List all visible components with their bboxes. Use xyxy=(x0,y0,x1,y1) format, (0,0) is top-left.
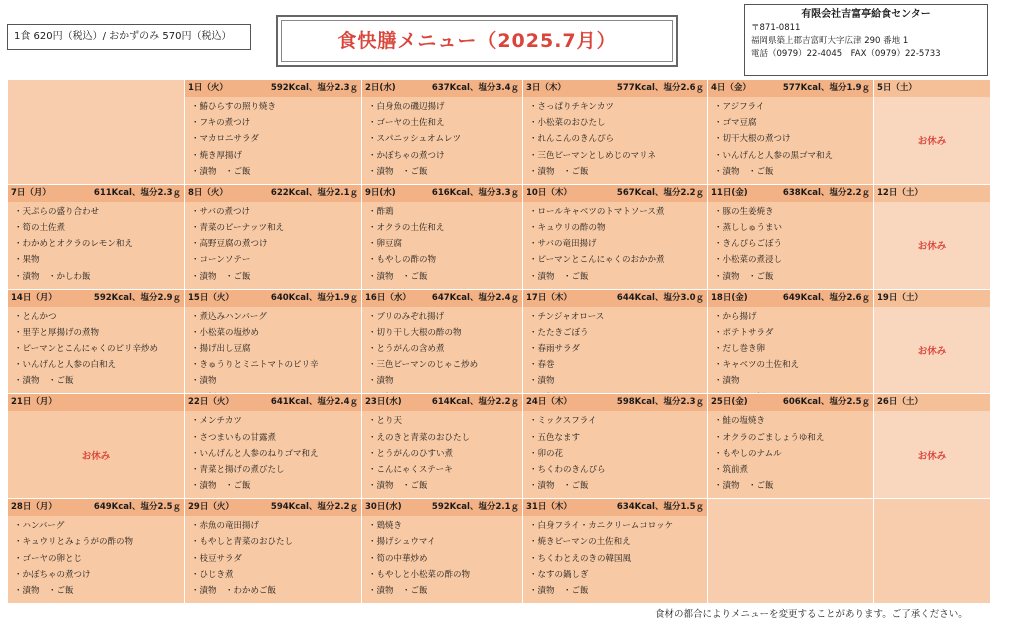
menu-list xyxy=(185,202,361,289)
day-nutrition: 611Kcal、塩分2.3ｇ xyxy=(93,187,181,198)
empty-cell xyxy=(874,499,991,604)
day-header xyxy=(708,290,873,307)
day-date: 29日（火） xyxy=(188,502,234,513)
day-date: 23日(水) xyxy=(365,397,402,408)
menu-item: ・ひじき煮 xyxy=(191,569,234,580)
day-header xyxy=(708,80,873,97)
menu-item: ・わかめとオクラのレモン和え xyxy=(14,239,133,250)
day-nutrition: 649Kcal、塩分2.5ｇ xyxy=(93,502,181,513)
menu-item: ・ピーマンとこんにゃくのおかか煮 xyxy=(529,255,665,266)
empty-cell xyxy=(708,499,874,604)
day-nutrition: 638Kcal、塩分2.2ｇ xyxy=(782,187,870,198)
menu-list xyxy=(185,97,361,184)
menu-item: ・果物 xyxy=(14,255,40,266)
menu-item: ・サバの煮つけ xyxy=(191,206,250,217)
menu-item: ・小松菜のおひたし xyxy=(529,118,606,129)
menu-item: ・マカロニサラダ xyxy=(191,134,259,145)
menu-item: ・いんげんと人参の黒ゴマ和え xyxy=(714,150,834,161)
price-box xyxy=(7,24,251,50)
menu-item: ・漬物 ・ご飯 xyxy=(529,271,589,282)
day-nutrition: 637Kcal、塩分3.4ｇ xyxy=(431,83,519,93)
day-nutrition: 616Kcal、塩分3.3ｇ xyxy=(431,187,519,198)
day-header xyxy=(523,290,707,307)
menu-item: ・漬物 ・ご飯 xyxy=(529,166,589,177)
menu-list xyxy=(185,307,361,395)
day-cell xyxy=(8,290,185,395)
day-header xyxy=(523,80,707,97)
menu-item: ・キャベツの土佐和え xyxy=(714,360,800,371)
menu-item: ・三色ピーマンとしめじのマリネ xyxy=(529,150,656,161)
menu-item: ・焼きピーマンの土佐和え xyxy=(529,537,631,548)
day-date: 24日（木） xyxy=(526,397,572,408)
day-cell-holiday xyxy=(874,394,991,499)
menu-item: ・こんにゃくステーキ xyxy=(368,465,453,475)
menu-item: ・さつまいもの甘露煮 xyxy=(191,432,277,443)
menu-list xyxy=(362,516,522,603)
menu-item: ・いんげんと人参の白和え xyxy=(14,360,117,370)
day-cell xyxy=(708,185,874,290)
menu-item: ・切り干し大根の酢の物 xyxy=(368,327,462,338)
menu-item: ・きゅうりとミニトマトのピリ辛 xyxy=(191,360,319,371)
day-header xyxy=(523,185,707,202)
menu-item: ・卵豆腐 xyxy=(368,239,403,250)
menu-list xyxy=(185,516,361,603)
day-nutrition: 640Kcal、塩分1.9ｇ xyxy=(270,292,358,303)
menu-list xyxy=(523,97,707,184)
day-cell xyxy=(362,290,523,395)
menu-list xyxy=(8,202,184,289)
menu-item: ・酢鶏 xyxy=(368,206,394,217)
menu-item: ・焼き厚揚げ xyxy=(191,150,243,161)
menu-item: ・ミックスフライ xyxy=(529,416,597,427)
day-header xyxy=(185,185,361,202)
menu-item: ・いんげんと人参のねりゴマ和え xyxy=(191,448,319,459)
day-date: 31日（木） xyxy=(526,502,572,513)
menu-item: ・五色なます xyxy=(529,432,581,443)
menu-item: ・卯の花 xyxy=(529,448,564,459)
menu-item: ・漬物 xyxy=(714,376,740,387)
day-cell-holiday xyxy=(8,394,185,499)
day-nutrition: 614Kcal、塩分2.2ｇ xyxy=(431,397,519,408)
menu-item: ・漬物 ・ご飯 xyxy=(191,271,251,282)
day-nutrition: 641Kcal、塩分2.4ｇ xyxy=(270,397,358,408)
day-header xyxy=(708,185,873,202)
menu-item: ・高野豆腐の煮つけ xyxy=(191,239,268,250)
menu-item: ・漬物 ・ご飯 xyxy=(529,481,589,492)
menu-item: ・とり天 xyxy=(368,416,403,427)
menu-item: ・もやしの酢の物 xyxy=(368,255,437,266)
day-date: 19日（土） xyxy=(877,292,923,303)
day-header xyxy=(362,499,522,516)
menu-item: ・切干大根の煮つけ xyxy=(714,134,791,145)
menu-item: ・とうがんのひすい煮 xyxy=(368,448,454,459)
menu-item: ・アジフライ xyxy=(714,102,765,112)
day-cell xyxy=(185,80,362,185)
day-header xyxy=(874,290,990,307)
menu-item: ・だし巻き卵 xyxy=(714,344,766,354)
menu-list xyxy=(185,411,361,498)
menu-item: ・ゴマ豆腐 xyxy=(714,118,757,129)
menu-item: ・とんかつ xyxy=(14,311,57,322)
menu-item: ・漬物 ・わかめご飯 xyxy=(191,586,277,596)
holiday-label: お休み xyxy=(917,450,947,462)
menu-item: ・たたきごぼう xyxy=(529,327,589,338)
menu-list xyxy=(362,97,522,184)
day-date: 11日(金) xyxy=(711,187,748,198)
menu-item: ・キュウリとみょうがの酢の物 xyxy=(14,537,134,548)
page-title: 食快膳メニュー（2025.7月） xyxy=(337,30,617,52)
menu-item: ・春雨サラダ xyxy=(529,344,580,354)
day-date: 30日(水) xyxy=(365,502,402,513)
menu-item: ・白身魚の磯辺揚げ xyxy=(368,102,445,112)
day-nutrition: 634Kcal、塩分1.5ｇ xyxy=(616,502,704,513)
day-nutrition: 644Kcal、塩分3.0ｇ xyxy=(616,292,704,303)
day-header xyxy=(185,394,361,411)
day-cell xyxy=(708,290,874,395)
menu-list xyxy=(708,97,873,184)
day-date: 26日（土） xyxy=(877,397,923,408)
day-date: 17日（木） xyxy=(526,292,572,303)
menu-item: ・漬物 xyxy=(368,376,394,387)
day-cell xyxy=(523,80,708,185)
day-nutrition: 592Kcal、塩分2.9ｇ xyxy=(93,292,181,303)
day-nutrition: 649Kcal、塩分2.6ｇ xyxy=(782,292,870,303)
menu-list xyxy=(8,307,184,394)
holiday-label: お休み xyxy=(917,345,947,357)
menu-item: ・揚げ出し豆腐 xyxy=(191,344,251,354)
menu-item: ・青菜のピーナッツ和え xyxy=(191,223,284,233)
day-cell xyxy=(523,290,708,395)
menu-item: ・かぼちゃの煮つけ xyxy=(368,150,445,161)
menu-item: ・小松菜の煮浸し xyxy=(714,255,783,266)
menu-item: ・三色ピーマンのじゃこ炒め xyxy=(368,360,479,371)
menu-item: ・ブリのみぞれ揚げ xyxy=(368,311,445,322)
menu-item: ・フキの煮つけ xyxy=(191,118,251,129)
menu-item: ・漬物 ・ご飯 xyxy=(14,586,74,596)
day-cell xyxy=(708,80,874,185)
menu-item: ・もやしと小松菜の酢の物 xyxy=(368,569,471,580)
menu-item: ・里芋と厚揚げの煮物 xyxy=(14,327,100,338)
menu-list xyxy=(523,307,707,395)
day-date: 25日(金) xyxy=(711,397,748,408)
day-nutrition: 606Kcal、塩分2.5ｇ xyxy=(782,397,870,408)
menu-item: ・ピーマンとこんにゃくのピリ辛炒め xyxy=(14,344,158,354)
day-cell-holiday xyxy=(874,185,991,290)
menu-list xyxy=(708,411,873,498)
menu-item: ・赤魚の竜田揚げ xyxy=(191,521,260,532)
menu-item: ・枝豆サラダ xyxy=(191,553,242,564)
menu-item: ・れんこんのきんぴら xyxy=(529,134,615,145)
day-header xyxy=(874,80,990,97)
menu-list xyxy=(362,411,522,498)
menu-item: ・もやしと青菜のおひたし xyxy=(191,537,294,548)
holiday-label: お休み xyxy=(917,241,947,253)
day-header xyxy=(8,394,184,411)
day-cell xyxy=(8,185,185,290)
menu-item: ・メンチカツ xyxy=(191,416,242,427)
holiday-label: お休み xyxy=(917,136,947,148)
menu-item: ・春巻 xyxy=(529,360,555,371)
menu-item: ・筍の土佐煮 xyxy=(14,223,66,233)
company-phone-fax: 電話（0979）22-4045 FAX（0979）22-5733 xyxy=(751,49,941,59)
day-nutrition: 577Kcal、塩分2.6ｇ xyxy=(616,83,704,93)
day-date: 14日（月） xyxy=(11,292,57,303)
menu-item: ・なすの鍋しぎ xyxy=(529,569,589,580)
menu-item: ・ロールキャベツのトマトソース煮 xyxy=(529,206,665,217)
menu-item: ・白身フライ・カニクリームコロッケ xyxy=(529,521,674,532)
menu-item: ・鶏焼き xyxy=(368,521,403,532)
menu-item: ・ちくわのきんぴら xyxy=(529,465,606,475)
day-cell xyxy=(362,185,523,290)
title-box xyxy=(276,15,678,67)
menu-item: ・筑前煮 xyxy=(714,465,749,475)
company-postal: 〒871-0811 xyxy=(751,23,801,33)
menu-item: ・ポテトサラダ xyxy=(714,327,774,338)
day-header xyxy=(185,80,361,97)
menu-item: ・筍の中華炒め xyxy=(368,553,428,564)
menu-item: ・豚の生姜焼き xyxy=(714,206,774,217)
menu-list xyxy=(523,202,707,289)
day-cell xyxy=(185,185,362,290)
menu-item: ・煮込みハンバーグ xyxy=(191,311,267,322)
day-date: 12日（土） xyxy=(877,187,923,198)
menu-list xyxy=(523,516,707,603)
day-date: 28日（月） xyxy=(11,502,57,513)
day-date: 7日（月） xyxy=(11,187,51,198)
day-date: 16日（水） xyxy=(365,292,411,303)
menu-item: ・漬物 ・ご飯 xyxy=(368,586,428,596)
menu-list xyxy=(708,307,873,395)
day-cell xyxy=(523,185,708,290)
day-cell xyxy=(8,499,185,604)
menu-item: ・漬物 ・ご飯 xyxy=(714,166,774,177)
day-date: 22日（火） xyxy=(188,397,234,408)
menu-item: ・もやしのナムル xyxy=(714,448,782,459)
day-date: 2日(水) xyxy=(365,83,396,93)
menu-item: ・コーンソテー xyxy=(191,255,251,266)
day-nutrition: 594Kcal、塩分2.2ｇ xyxy=(270,502,358,513)
menu-item: ・天ぷらの盛り合わせ xyxy=(14,206,100,217)
menu-list xyxy=(523,411,707,498)
footer-note: 食材の都合によりメニューを変更することがあります。ご了承ください。 xyxy=(655,609,968,620)
menu-item: ・サバの竜田揚げ xyxy=(529,239,597,250)
day-nutrition: 622Kcal、塩分2.1ｇ xyxy=(270,187,358,198)
menu-item: ・オクラのごましょうゆ和え xyxy=(714,432,825,443)
menu-item: ・小松菜の塩炒め xyxy=(191,327,260,338)
menu-item: ・きんぴらごぼう xyxy=(714,239,783,250)
menu-item: ・青菜と揚げの煮びたし xyxy=(191,465,285,475)
day-header xyxy=(8,185,184,202)
empty-cell xyxy=(8,80,185,185)
day-date: 8日（火） xyxy=(188,187,228,198)
day-cell-holiday xyxy=(874,290,991,395)
menu-item: ・オクラの土佐和え xyxy=(368,223,445,233)
company-box xyxy=(744,4,988,76)
day-cell xyxy=(362,499,523,604)
menu-item: ・漬物 ・ご飯 xyxy=(368,166,428,177)
day-header xyxy=(874,394,990,411)
menu-item: ・漬物 xyxy=(529,376,555,387)
day-cell xyxy=(185,499,362,604)
menu-list xyxy=(362,307,522,395)
day-header xyxy=(185,499,361,516)
price-text: 1食 620円（税込）/ おかずのみ 570円（税込） xyxy=(14,31,232,42)
menu-item: ・えのきと青菜のおひたし xyxy=(368,432,471,443)
menu-list xyxy=(8,516,184,603)
day-header xyxy=(362,185,522,202)
day-date: 15日（火） xyxy=(188,292,234,303)
menu-item: ・スパニッシュオムレツ xyxy=(368,134,461,145)
menu-item: ・とうがんの含め煮 xyxy=(368,344,445,354)
day-cell xyxy=(185,394,362,499)
menu-item: ・漬物 ・ご飯 xyxy=(368,271,428,282)
menu-item: ・漬物 ・ご飯 xyxy=(714,481,774,492)
menu-item: ・漬物 ・ご飯 xyxy=(714,271,774,282)
day-header xyxy=(8,290,184,307)
day-header xyxy=(185,290,361,307)
day-header xyxy=(362,80,522,97)
day-date: 1日（火） xyxy=(188,83,228,93)
menu-item: ・漬物 ・ご飯 xyxy=(368,481,428,492)
day-header xyxy=(708,394,873,411)
menu-item: ・ゴーヤの土佐和え xyxy=(368,118,445,129)
company-name: 有限会社吉富亭給食センター xyxy=(801,9,931,20)
day-nutrition: 567Kcal、塩分2.2ｇ xyxy=(616,187,704,198)
menu-item: ・ハンバーグ xyxy=(14,521,65,532)
day-header xyxy=(362,394,522,411)
company-address: 福岡県築上郡吉富町大字広津 290 番地 1 xyxy=(751,36,909,46)
menu-item: ・漬物 ・ご飯 xyxy=(529,586,589,596)
menu-item: ・漬物 xyxy=(191,376,217,387)
day-nutrition: 598Kcal、塩分2.3ｇ xyxy=(616,397,704,408)
menu-item: ・漬物 ・ご飯 xyxy=(14,376,74,387)
day-header xyxy=(523,394,707,411)
menu-item: ・ゴーヤの卵とじ xyxy=(14,553,83,564)
menu-item: ・漬物 ・ご飯 xyxy=(191,481,251,492)
menu-item: ・チンジャオロース xyxy=(529,311,605,322)
menu-item: ・かぼちゃの煮つけ xyxy=(14,569,91,580)
day-date: 5日（土） xyxy=(877,83,917,93)
day-cell xyxy=(523,499,708,604)
menu-item: ・揚げシュウマイ xyxy=(368,537,436,548)
day-cell xyxy=(362,80,523,185)
day-cell xyxy=(185,290,362,395)
menu-list xyxy=(708,202,873,289)
menu-item: ・から揚げ xyxy=(714,311,757,322)
day-cell xyxy=(708,394,874,499)
day-cell xyxy=(523,394,708,499)
menu-item: ・蒸ししゅうまい xyxy=(714,223,783,233)
menu-item: ・漬物 ・ご飯 xyxy=(191,166,251,177)
menu-list xyxy=(362,202,522,289)
day-cell-holiday xyxy=(874,80,991,185)
day-header xyxy=(8,499,184,516)
menu-calendar xyxy=(8,80,991,604)
day-date: 21日（月） xyxy=(11,397,57,408)
day-date: 10日（木） xyxy=(526,187,572,198)
day-nutrition: 647Kcal、塩分2.4ｇ xyxy=(431,292,519,303)
day-nutrition: 592Kcal、塩分2.1ｇ xyxy=(431,502,519,513)
day-nutrition: 577Kcal、塩分1.9ｇ xyxy=(782,83,870,93)
day-header xyxy=(523,499,707,516)
menu-item: ・鰆ひらすの照り焼き xyxy=(191,102,277,112)
menu-item: ・ちくわとえのきの韓国風 xyxy=(529,553,632,564)
day-date: 9日(水) xyxy=(365,187,396,198)
day-header xyxy=(362,290,522,307)
day-date: 18日(金) xyxy=(711,292,748,303)
holiday-label: お休み xyxy=(81,450,111,462)
menu-item: ・漬物 ・かしわ飯 xyxy=(14,271,91,282)
day-date: 3日（木） xyxy=(526,83,566,93)
menu-item: ・キュウリの酢の物 xyxy=(529,223,606,233)
menu-item: ・鮭の塩焼き xyxy=(714,416,766,427)
menu-item: ・さっぱりチキンカツ xyxy=(529,102,614,112)
day-cell xyxy=(362,394,523,499)
day-date: 4日（金） xyxy=(711,83,751,93)
day-header xyxy=(874,185,990,202)
day-nutrition: 592Kcal、塩分2.3ｇ xyxy=(270,83,358,93)
